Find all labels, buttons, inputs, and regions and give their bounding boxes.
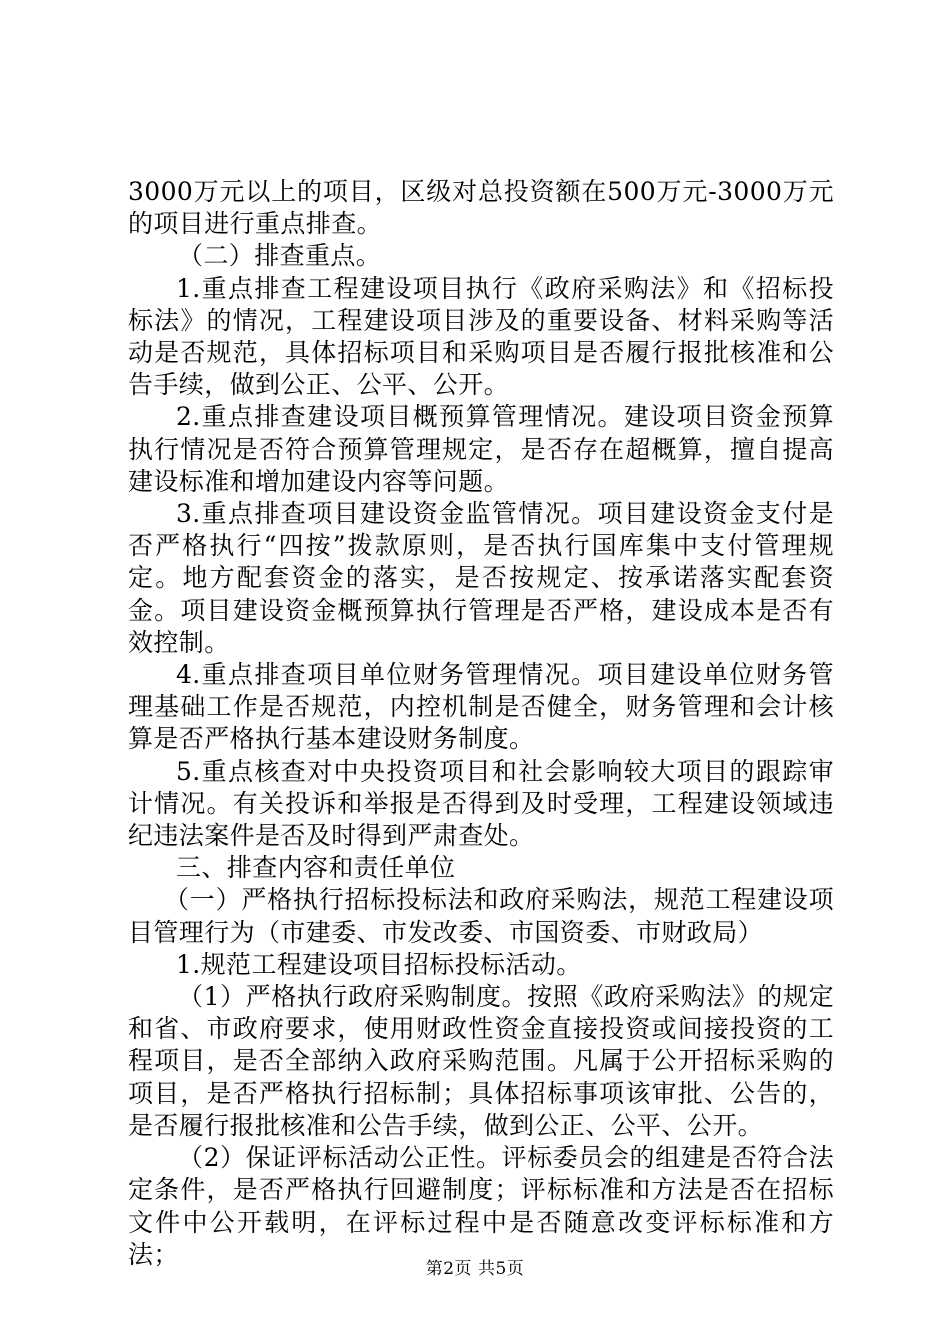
paragraph-point-4: 4.重点排查项目单位财务管理情况。项目建设单位财务管理基础工作是否规范，内控机制是否健全，财务管理和会计核算是否严格执行基本建设财务制度。 (128, 660, 834, 754)
subsection-heading-1: （一）严格执行招标投标法和政府采购法，规范工程建设项目管理行为（市建委、市发改委、市国资委、市财政局） (128, 885, 834, 947)
paragraph-1: 3000万元以上的项目，区级对总投资额在500万元-3000万元的项目进行重点排查。 (128, 177, 834, 239)
paragraph-point-1: 1.重点排查工程建设项目执行《政府采购法》和《招标投标法》的情况，工程建设项目涉及的重要设备、材料采购等活动是否规范，具体招标项目和采购项目是否履行报批核准和公告手续，做到公正、公平、公开。 (128, 273, 834, 400)
paragraph-subitem-2: （2）保证评标活动公正性。评标委员会的组建是否符合法定条件，是否严格执行回避制度；评标标准和方法是否在招标文件中公开载明，在评标过程中是否随意改变评标标准和方法； (128, 1143, 834, 1269)
section-heading-3: 三、排查内容和责任单位 (176, 853, 456, 883)
paragraph-item-1: 1.规范工程建设项目招标投标活动。 (176, 949, 582, 979)
paragraph-subitem-1: （1）严格执行政府采购制度。按照《政府采购法》的规定和省、市政府要求，使用财政性资金直接投资或间接投资的工程项目，是否全部纳入政府采购范围。凡属于公开招标采购的项目，是否严格执行招标制；具体招标事项该审批、公告的，是否履行报批核准和公告手续，做到公正、公平、公开。 (128, 982, 834, 1140)
paragraph-point-3: 3.重点排查项目建设资金监管情况。项目建设资金支付是否严格执行“四按”拨款原则，是否执行国库集中支付管理规定。地方配套资金的落实，是否按规定、按承诺落实配套资金。项目建设资金概预算执行管理是否严格，建设成本是否有效控制。 (128, 499, 834, 657)
paragraph-point-5: 5.重点核查对中央投资项目和社会影响较大项目的跟踪审计情况。有关投诉和举报是否得到及时受理，工程建设领域违纪违法案件是否及时得到严肃查处。 (128, 756, 834, 851)
paragraph-point-2: 2.重点排查建设项目概预算管理情况。建设项目资金预算执行情况是否符合预算管理规定，是否存在超概算，擅自提高建设标准和增加建设内容等问题。 (128, 402, 834, 496)
section-heading-key-points: （二）排查重点。 (178, 241, 382, 271)
page-footer: 第2页 共5页 (425, 1259, 525, 1279)
document-body (128, 176, 834, 1271)
